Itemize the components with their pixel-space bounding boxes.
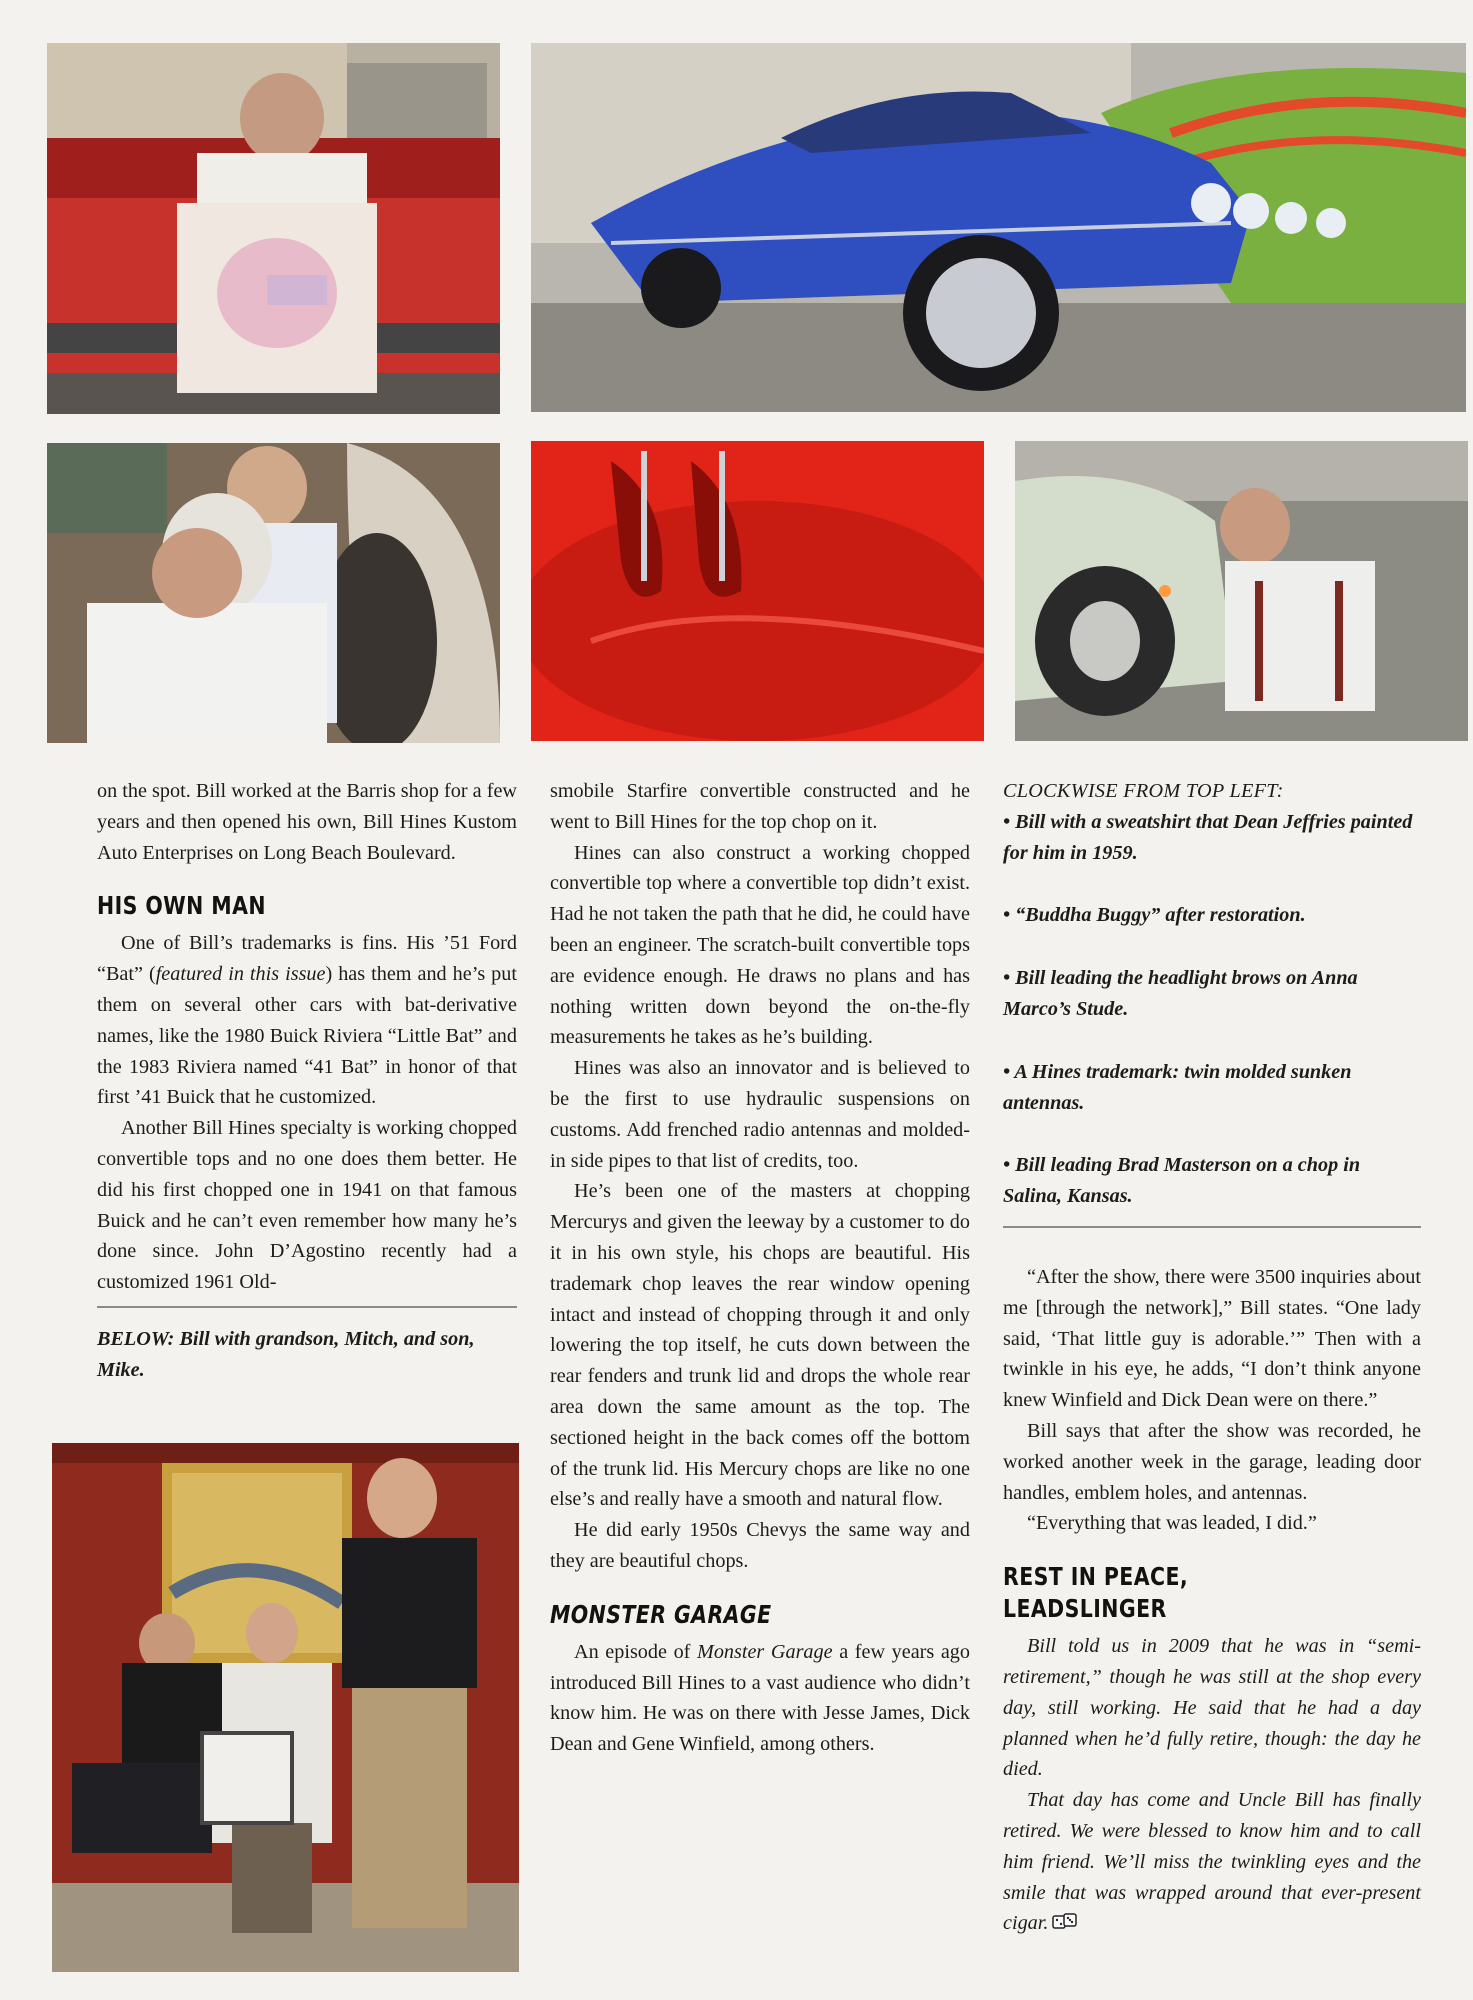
photo-buddha-buggy-art — [531, 43, 1466, 412]
photo-bill-sweatshirt — [47, 43, 500, 414]
photo-captions — [1003, 776, 1421, 1212]
col2-paragraph-1: smobile Starfire convertible constructed and he went to Bill Hines for the top chop on it. — [550, 780, 970, 833]
photo-leading-chop-art — [1015, 441, 1468, 741]
photo-buddha-buggy — [531, 43, 1466, 412]
caption-item: • Bill leading Brad Masterson on a chop in Salina, Kansas. — [1003, 1154, 1361, 1208]
divider-rule — [1003, 1226, 1421, 1228]
divider-rule — [97, 1306, 517, 1308]
article-column-2 — [550, 776, 970, 1760]
article-column-1 — [97, 776, 517, 1386]
end-mark-dice-icon — [1052, 1913, 1078, 1931]
photo-headlight-brows — [47, 443, 500, 743]
photo-family-art — [52, 1443, 519, 1972]
heading-rest-in-peace: REST IN PEACE, LEADSLINGER — [1003, 1562, 1189, 1624]
col3-paragraph-1: “After the show, there were 3500 inquiries about me [through the network],” Bill states. “One lady said, ‘That little guy is adorable.’” Then with a twinkle in his eye, he adds, “I don’t think anyone knew Winfield and Dick Dean were on there.” — [1003, 1265, 1421, 1412]
caption-item: • “Buddha Buggy” after restoration. — [1003, 904, 1306, 927]
photo-sunken-antennas-art — [531, 441, 984, 741]
col3-paragraph-3: “Everything that was leaded, I did.” — [1027, 1512, 1317, 1535]
photo-bill-sweatshirt-art — [47, 43, 500, 414]
col2-paragraph-3: Hines was also an innovator and is believed to be the first to use hydraulic suspensions on customs. Add frenched radio antennas and molded-in side pipes to that list of credits, too. — [550, 1057, 970, 1172]
col3-paragraph-4: Bill told us in 2009 that he was in “semi-retirement,” though he was still at the shop every day, still working. He said that he had a day planned when he’d fully retire, though: the day he died. — [1003, 1635, 1421, 1781]
photo-leading-chop — [1015, 441, 1468, 741]
photo-sunken-antennas — [531, 441, 984, 741]
photo-family — [52, 1443, 519, 1972]
col3-paragraph-2: Bill says that after the show was recorded, he worked another week in the garage, leading door handles, emblem holes, and antennas. — [1003, 1419, 1421, 1504]
col1-paragraph-1: on the spot. Bill worked at the Barris shop for a few years and then opened his own, Bill Hines Kustom Auto Enterprises on Long Beach Boulevard. — [97, 780, 517, 864]
caption-item: • Bill leading the headlight brows on Anna Marco’s Stude. — [1003, 967, 1358, 1020]
col2-paragraph-4: He’s been one of the masters at chopping Mercurys and given the leeway by a customer to do it in his own style, his chops are beautiful. His trademark chop leaves the rear window opening intact and instead of chopping through it and only lowering the top itself, he cuts down between the rear fenders and trunk lid and drops the whole rear area down the same amount as the top. The sectioned height in the back comes off the bottom of the trunk lid. His Mercury chops are like no one else’s and really have a smooth and natural flow. — [550, 1180, 970, 1511]
col3-paragraph-5: That day has come and Uncle Bill has finally retired. We were blessed to know him and to call him friend. We’ll miss the twinkling eyes and the smile that was wrapped around that ever-present cigar. — [1003, 1789, 1421, 1935]
col1-paragraph-3: Another Bill Hines specialty is working chopped convertible tops and no one does them better. He did his first chopped one in 1941 on that famous Buick and he can’t even remember how many he’s done since. John D’Agostino recently had a customized 1961 Old- — [97, 1117, 517, 1294]
col2-paragraph-6: An episode of Monster Garage a few years ago introduced Bill Hines to a vast audience who didn’t know him. He was on there with Jesse James, Dick Dean and Gene Winfield, among others. — [550, 1640, 970, 1756]
col2-paragraph-5: He did early 1950s Chevys the same way and they are beautiful chops. — [550, 1519, 970, 1572]
photo-headlight-brows-art — [47, 443, 500, 743]
heading-monster-garage: MONSTER GARAGE — [550, 1599, 772, 1629]
heading-his-own-man: HIS OWN MAN — [97, 891, 266, 921]
caption-title: CLOCKWISE FROM TOP LEFT: — [1003, 780, 1284, 802]
caption-item: • A Hines trademark: twin molded sunken antennas. — [1003, 1060, 1352, 1114]
article-column-3 — [1003, 776, 1421, 1939]
col1-paragraph-2: One of Bill’s trademarks is fins. His ’51 Ford “Bat” (featured in this issue) has them and he’s put them on several other cars with bat-derivative names, like the 1980 Buick Riviera “Little Bat” and the 1983 Riviera named “41 Bat” in honor of that first ’41 Buick that he customized. — [97, 932, 517, 1109]
below-photo-caption: BELOW: Bill with grandson, Mitch, and son, Mike. — [97, 1327, 475, 1381]
col2-paragraph-2: Hines can also construct a working chopped convertible top where a convertible top didn’t exist. Had he not taken the path that he did, he could have been an engineer. The scratch-built convertible tops are evidence enough. He draws no plans and has nothing written down beyond the on-the-fly measurements he takes as he’s building. — [550, 841, 970, 1049]
caption-item: • Bill with a sweatshirt that Dean Jeffries painted for him in 1959. — [1003, 810, 1413, 864]
